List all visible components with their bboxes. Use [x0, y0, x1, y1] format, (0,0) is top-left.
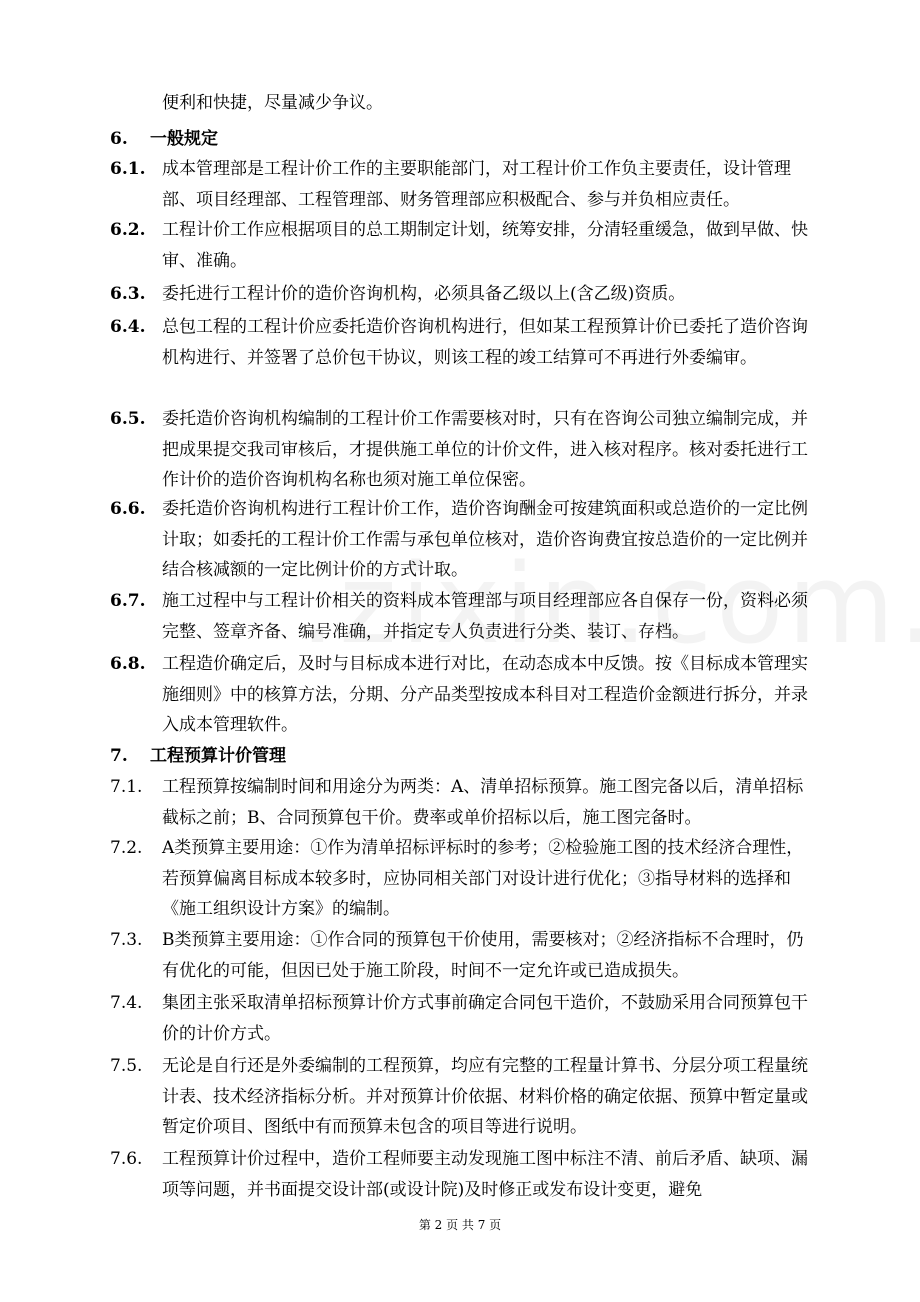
clause-number: 6.3.: [110, 284, 146, 304]
clause-text: 成本管理部是工程计价工作的主要职能部门，对工程计价工作负主要责任，设计管理部、项目经理部、工程管理部、财务管理部应积极配合、参与并负相应责任。: [162, 159, 791, 210]
clause-7-2: [110, 833, 815, 925]
clause-number: 6.4.: [110, 317, 146, 337]
section-heading-6: [110, 124, 815, 155]
section-number: 7.: [110, 746, 128, 766]
clause-6-7: [110, 586, 815, 647]
clause-number: 7.3.: [110, 930, 143, 950]
clause-6-2: [110, 215, 815, 276]
section-title: 一般规定: [150, 129, 218, 149]
continuation-paragraph: [110, 88, 815, 119]
clause-number: 6.5.: [110, 409, 146, 429]
clause-text: 工程预算按编制时间和用途分为两类：A、清单招标预算。施工图完备以后，清单招标截标之前；B、合同预算包干价。费率或单价招标以后，施工图完备时。: [162, 777, 804, 828]
page-footer: 第 2 页 共 7 页: [418, 1218, 502, 1232]
clause-7-3: [110, 925, 815, 986]
clause-number: 6.6.: [110, 499, 146, 519]
clause-text: 施工过程中与工程计价相关的资料成本管理部与项目经理部应各自保存一份，资料必须完整、签章齐备、编号准确，并指定专人负责进行分类、装订、存档。: [162, 591, 808, 642]
clause-7-1: [110, 772, 815, 833]
continuation-text: 便利和快捷，尽量减少争议。: [162, 93, 383, 113]
clause-number: 7.6.: [110, 1149, 143, 1169]
clause-number: 6.8.: [110, 654, 146, 674]
clause-text: 委托造价咨询机构进行工程计价工作，造价咨询酬金可按建筑面积或总造价的一定比例计取；如委托的工程计价工作需与承包单位核对，造价咨询费宜按总造价的一定比例并结合核减额的一定比例计价的方式计取。: [162, 499, 808, 581]
clause-number: 6.7.: [110, 591, 146, 611]
section-heading-7: [110, 741, 815, 772]
clause-6-4: [110, 312, 815, 373]
clause-text: 无论是自行还是外委编制的工程预算，均应有完整的工程量计算书、分层分项工程量统计表、技术经济指标分析。并对预算计价依据、材料价格的确定依据、预算中暂定量或暂定价项目、图纸中有而预算未包含的项目等进行说明。: [162, 1056, 808, 1138]
clause-text: 总包工程的工程计价应委托造价咨询机构进行，但如某工程预算计价已委托了造价咨询机构进行、并签署了总价包干协议，则该工程的竣工结算可不再进行外委编审。: [162, 317, 808, 368]
clause-number: 7.2.: [110, 838, 143, 858]
clause-number: 7.5.: [110, 1056, 143, 1076]
clause-6-3: [110, 279, 815, 310]
clause-6-5: [110, 404, 815, 496]
clause-number: 6.2.: [110, 220, 146, 240]
clause-text: B类预算主要用途：①作合同的预算包干价使用，需要核对；②经济指标不合理时，仍有优化的可能，但因已处于施工阶段，时间不一定允许或已造成损失。: [162, 930, 804, 981]
clause-6-1: [110, 154, 815, 215]
clause-7-6: [110, 1144, 815, 1205]
clause-number: 6.1.: [110, 159, 146, 179]
clause-text: 工程计价工作应根据项目的总工期制定计划，统筹安排，分清轻重缓急，做到早做、快审、准确。: [162, 220, 808, 271]
clause-text: 委托进行工程计价的造价咨询机构，必须具备乙级以上(含乙级)资质。: [162, 284, 686, 304]
clause-6-8: [110, 649, 815, 741]
clause-text: 集团主张采取清单招标预算计价方式事前确定合同包干造价，不鼓励采用合同预算包干价的计价方式。: [162, 993, 808, 1044]
clause-7-4: [110, 988, 815, 1049]
clause-text: 工程造价确定后，及时与目标成本进行对比，在动态成本中反馈。按《目标成本管理实施细则》中的核算方法，分期、分产品类型按成本科目对工程造价金额进行拆分，并录入成本管理软件。: [162, 654, 808, 736]
clause-number: 7.1.: [110, 777, 143, 797]
clause-text: 工程预算计价过程中，造价工程师要主动发现施工图中标注不清、前后矛盾、缺项、漏项等问题，并书面提交设计部(或设计院)及时修正或发布设计变更，避免: [162, 1149, 808, 1200]
clause-6-6: [110, 494, 815, 586]
section-title: 工程预算计价管理: [150, 746, 286, 766]
clause-7-5: [110, 1051, 815, 1143]
clause-number: 7.4.: [110, 993, 143, 1013]
section-number: 6.: [110, 129, 128, 149]
clause-text: 委托造价咨询机构编制的工程计价工作需要核对时，只有在咨询公司独立编制完成，并把成果提交我司审核后，才提供施工单位的计价文件，进入核对程序。核对委托进行工作计价的造价咨询机构名称也须对施工单位保密。: [162, 409, 808, 491]
clause-text: A类预算主要用途：①作为清单招标评标时的参考；②检验施工图的技术经济合理性，若预算偏离目标成本较多时，应协同相关部门对设计进行优化；③指导材料的选择和《施工组织设计方案》的编制。: [162, 838, 804, 920]
